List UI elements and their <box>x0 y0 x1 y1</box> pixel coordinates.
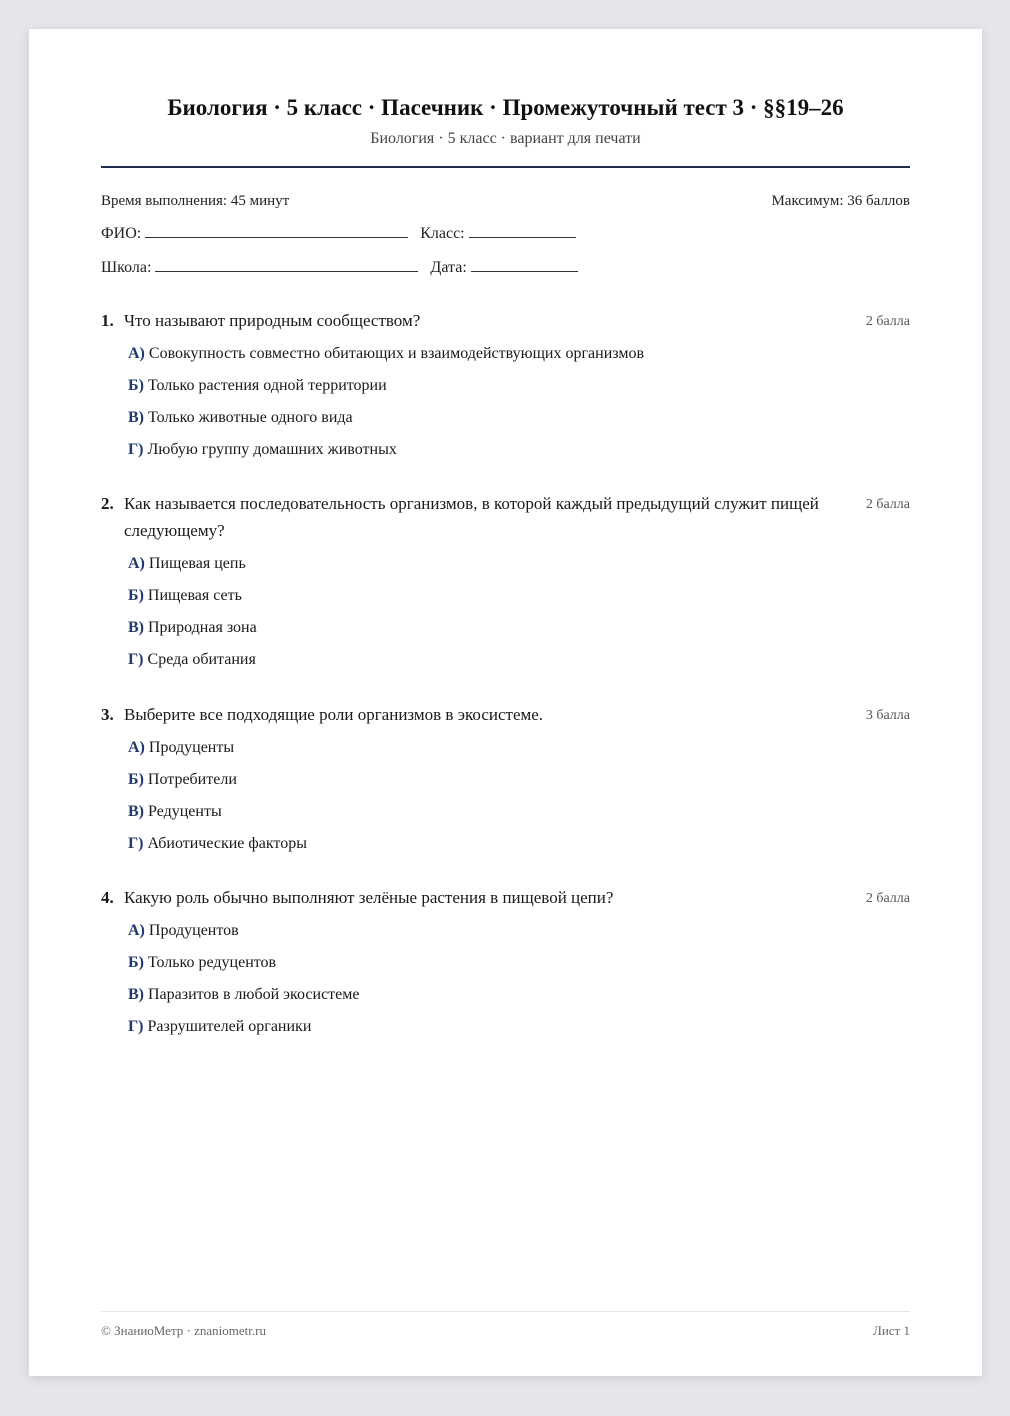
footer-divider <box>101 1311 910 1312</box>
option-text: Разрушителей органики <box>147 1018 312 1035</box>
option-text: Продуцентов <box>148 922 239 939</box>
footer-copyright: © ЗнаниоМетр · znaniometr.ru <box>101 1323 266 1338</box>
option-letter: А) <box>128 345 145 362</box>
question-number: 1. <box>101 311 114 330</box>
answer-option[interactable] <box>128 649 910 670</box>
answer-option[interactable] <box>128 617 910 638</box>
answer-option[interactable] <box>128 407 910 428</box>
class-label: Класс: <box>420 225 465 242</box>
page-subtitle: Биология · 5 класс · вариант для печати <box>370 130 641 147</box>
option-letter: Б) <box>128 377 144 394</box>
question-points: 3 балла <box>865 708 910 723</box>
option-text: Пищевая сеть <box>147 587 242 604</box>
option-text: Только редуцентов <box>147 954 277 971</box>
answer-option[interactable] <box>128 585 910 606</box>
answer-option[interactable] <box>128 920 910 941</box>
date-label: Дата: <box>430 259 467 276</box>
option-text: Только растения одной территории <box>147 377 387 394</box>
question-text: Какую роль обычно выполняют зелёные растения в пищевой цепи? <box>124 888 614 907</box>
answer-option[interactable] <box>128 984 910 1005</box>
question-points: 2 балла <box>865 497 910 512</box>
time-limit: Время выполнения: 45 минут <box>101 193 290 209</box>
school-label: Школа: <box>101 259 152 276</box>
school-date-row <box>101 259 578 277</box>
option-text: Природная зона <box>148 619 257 636</box>
sheet-number: Лист 1 <box>873 1323 910 1338</box>
question-number: 4. <box>101 888 114 907</box>
option-letter: Г) <box>128 441 144 458</box>
name-class-row <box>101 225 576 243</box>
answer-option[interactable] <box>128 439 910 460</box>
test-page <box>29 29 982 1376</box>
answer-option[interactable] <box>128 737 910 758</box>
option-text: Абиотические факторы <box>147 835 307 852</box>
school-field[interactable] <box>155 270 418 272</box>
question-number: 2. <box>101 494 114 513</box>
page-footer <box>101 1323 910 1339</box>
answer-option[interactable] <box>128 1016 910 1037</box>
max-score: Максимум: 36 баллов <box>771 193 910 209</box>
answer-option[interactable] <box>128 952 910 973</box>
option-text: Только животные одного вида <box>148 409 353 426</box>
fio-label: ФИО: <box>101 225 142 242</box>
option-letter: А) <box>128 922 145 939</box>
question-text: Как называется последовательность организмов, в которой каждый предыдущий служит пищей следующему? <box>124 494 819 540</box>
meta-row <box>101 193 910 210</box>
question-4 <box>101 884 910 1048</box>
option-letter: В) <box>128 986 144 1003</box>
option-text: Редуценты <box>148 803 222 820</box>
option-letter: Б) <box>128 954 144 971</box>
option-text: Среда обитания <box>147 651 256 668</box>
fio-field[interactable] <box>145 236 408 238</box>
option-text: Потребители <box>147 771 237 788</box>
header-divider <box>101 166 910 168</box>
answer-option[interactable] <box>128 833 910 854</box>
date-field[interactable] <box>471 270 578 272</box>
option-letter: В) <box>128 619 144 636</box>
option-letter: А) <box>128 739 145 756</box>
option-letter: Г) <box>128 651 144 668</box>
answer-option[interactable] <box>128 375 910 396</box>
option-letter: Г) <box>128 835 144 852</box>
page-title: Биология · 5 класс · Пасечник · Промежуточный тест 3 · §§19–26 <box>167 95 844 120</box>
question-points: 2 балла <box>865 314 910 329</box>
option-letter: Б) <box>128 587 144 604</box>
answer-option[interactable] <box>128 343 910 364</box>
question-3 <box>101 701 910 865</box>
option-text: Продуценты <box>148 739 235 756</box>
option-text: Пищевая цепь <box>148 555 246 572</box>
answer-option[interactable] <box>128 769 910 790</box>
question-1 <box>101 307 910 471</box>
question-2 <box>101 490 910 681</box>
option-letter: В) <box>128 409 144 426</box>
answer-option[interactable] <box>128 553 910 574</box>
question-text: Выберите все подходящие роли организмов в экосистеме. <box>124 705 544 724</box>
question-number: 3. <box>101 705 114 724</box>
question-text: Что называют природным сообществом? <box>124 311 421 330</box>
class-field[interactable] <box>469 236 576 238</box>
answer-option[interactable] <box>128 801 910 822</box>
option-text: Паразитов в любой экосистеме <box>148 986 360 1003</box>
option-text: Любую группу домашних животных <box>147 441 397 458</box>
option-letter: Б) <box>128 771 144 788</box>
option-text: Совокупность совместно обитающих и взаимодействующих организмов <box>148 345 645 362</box>
option-letter: В) <box>128 803 144 820</box>
option-letter: Г) <box>128 1018 144 1035</box>
option-letter: А) <box>128 555 145 572</box>
question-points: 2 балла <box>865 891 910 906</box>
